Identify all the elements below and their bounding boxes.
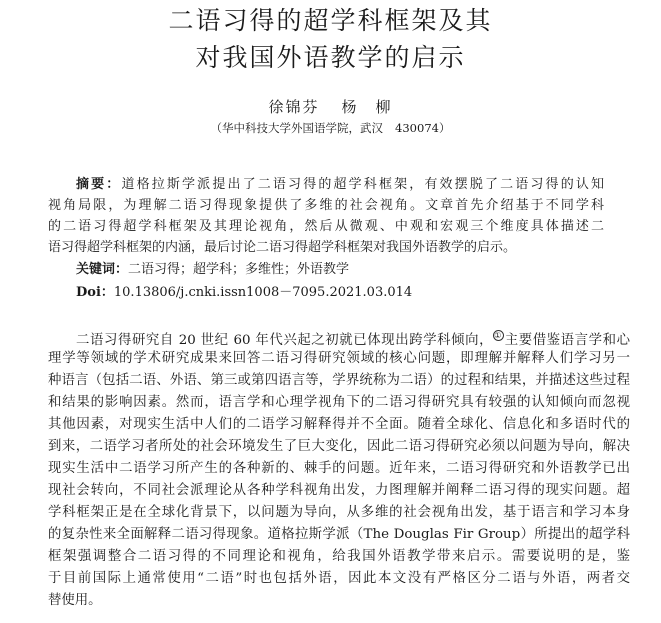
affiliation-text: （华中科技大学外国语学院，武汉 [210, 121, 384, 135]
affiliation [0, 123, 661, 135]
keywords: 二语习得；超学科；多维性；外语教学 [128, 262, 350, 277]
doi-line [76, 286, 412, 299]
body-line-4: 和结果的影响因素。然而，语言学和心理学视角下的二语习得研究具有较强的认知倾向而忽视 [48, 395, 630, 410]
postcode: 430074） [395, 121, 451, 135]
footnote-marker[interactable]: ① [493, 330, 504, 341]
abstract-line-4: 语习得超学科框架的内涵，最后讨论二语习得超学科框架对我国外语教学的启示。 [48, 240, 517, 255]
body-line-13: 替使用。 [48, 593, 102, 608]
body-line-11: 框架强调整合二语习得的不同理论和视角，给我国外语教学带来启示。需要说明的是，鉴 [48, 549, 630, 564]
abstract-label: 摘要： [76, 177, 122, 192]
abstract-line-2: 视角局限，为理解二语习得现象提供了多维的社会视角。文章首先介绍基于不同学科 [48, 198, 604, 213]
body-line-1 [76, 330, 630, 347]
body-line-8: 现社会转向，不同社会派理论从各种学科视角出发，力图理解并阐释二语习得的现实问题。超 [48, 483, 630, 498]
abstract-line-3: 的二语习得超学科框架及其理论视角，然后从微观、中观和宏观三个维度具体描述二 [48, 219, 604, 234]
body-line-9: 学科框架正是在全球化背景下，以问题为导向，从多维的社会视角出发，基于语言和学习本身 [48, 505, 630, 520]
keywords-label: 关键词： [76, 262, 129, 277]
body-line-1a: 二语习得研究自 20 世纪 60 年代兴起之初就已体现出跨学科倾向， [76, 333, 494, 348]
author-2: 杨 柳 [341, 98, 393, 116]
body-line-7: 现实生活中二语学习所产生的各种新的、棘手的问题。近年来，二语习得研究和外语教学已出 [48, 461, 630, 476]
body-line-1b: 主要借鉴语言学和心 [504, 333, 630, 348]
body-line-3: 种语言（包括二语、外语、第三或第四语言等，学界统称为二语）的过程和结果，并描述这些过程 [48, 373, 630, 388]
body-line-10: 的复杂性来全面解释二语习得现象。道格拉斯学派（The Douglas Fir Group）所提出的超学科 [48, 527, 630, 542]
paper-title-line-1: 二语习得的超学科框架及其 [168, 6, 493, 35]
abstract-line-1 [76, 178, 604, 191]
body-line-2: 理学等领域的学术研究成果来回答二语习得研究领域的核心问题，即理解并解释人们学习另一 [48, 351, 630, 366]
abstract-text-1: 道格拉斯学派提出了二语习得的超学科框架，有效摆脱了二语习得的认知 [121, 177, 604, 192]
body-line-6: 到来，二语学习者所处的社会环境发生了巨大变化，因此二语习得研究必须以问题为导向，解决 [48, 439, 630, 454]
author-1: 徐锦芬 [268, 98, 320, 116]
doi: 10.13806/j.cnki.issn1008－7095.2021.03.014 [113, 285, 413, 300]
paper-title-line-2: 对我国外语教学的启示 [195, 43, 466, 72]
authors [0, 100, 661, 115]
doi-label: Doi： [76, 285, 114, 300]
body-line-12: 于目前国际上通常使用“二语”时也包括外语，因此本文没有严格区分二语与外语，两者交 [48, 571, 630, 586]
keywords-line [76, 263, 349, 276]
body-line-5: 其他因素，对现实生活中人们的二语学习解释得并不全面。随着全球化、信息化和多语时代的 [48, 417, 630, 432]
